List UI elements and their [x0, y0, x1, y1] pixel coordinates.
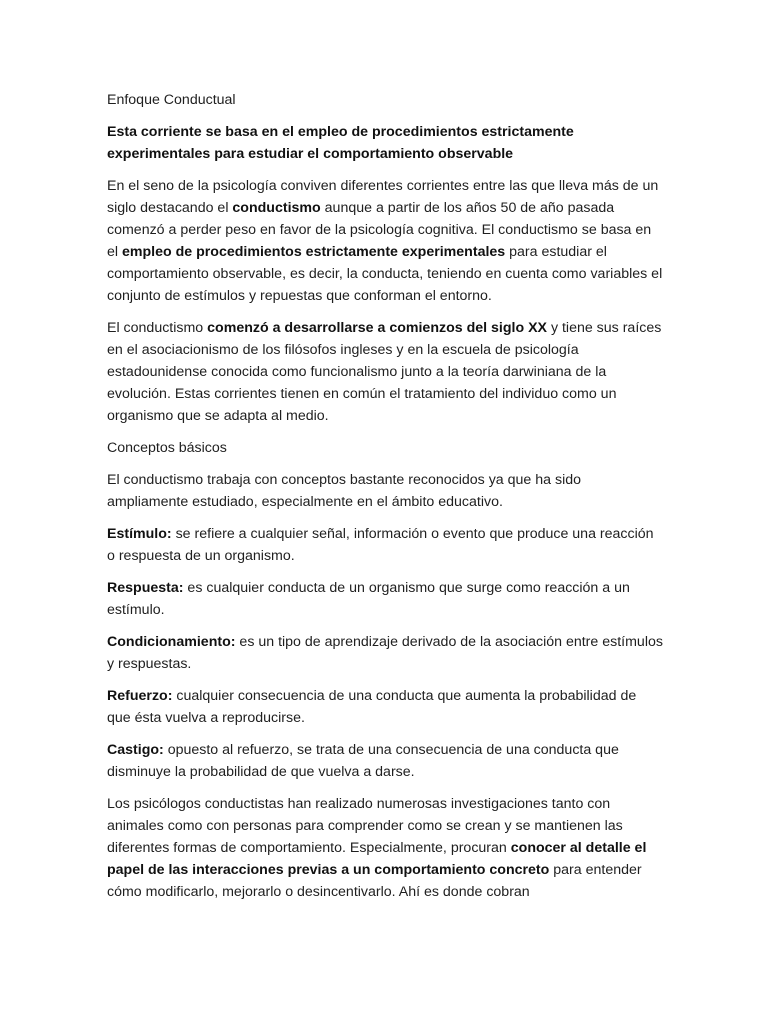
p4-bold-1: conocer al detalle el papel de las interacciones previas a un comportamiento concreto [107, 840, 647, 878]
p1-text-c: aunque a partir de los años 50 de año pasada comenzó a perder peso en favor de la psicología cognitiva. El conductismo se basa en el [107, 200, 652, 260]
term-definition: es un tipo de aprendizaje derivado de la asociación entre estímulos y respuestas. [107, 634, 663, 672]
term-condicionamiento [107, 631, 663, 675]
p1-text-d: para estudiar el comportamiento observable, es decir, la conducta, teniendo en cuenta como variables el conjunto de estímulos y repuestas que conforman el entorno. [107, 244, 663, 304]
document-page [107, 89, 663, 913]
term-definition: opuesto al refuerzo, se trata de una consecuencia de una conducta que disminuye la probabilidad de que vuelva a darse. [107, 742, 619, 780]
p1-bold-2: empleo de procedimientos estrictamente experimentales [121, 244, 506, 260]
term-label: Condicionamiento: [107, 634, 236, 650]
term-castigo [107, 739, 663, 783]
term-label: Castigo: [107, 742, 164, 758]
term-definition: se refiere a cualquier señal, información o evento que produce una reacción o respuesta de un organismo. [107, 526, 654, 564]
p2-text-a: El conductismo [107, 320, 208, 336]
paragraph-concepts: El conductismo trabaja con conceptos bastante reconocidos ya que ha sido ampliamente estudiado, especialmente en el ámbito educativo. [107, 472, 581, 510]
p2-bold-1: comenzó a desarrollarse a comienzos del siglo XX [207, 320, 547, 336]
term-estimulo [107, 523, 663, 567]
paragraph-origins [107, 317, 663, 427]
p1-bold-1: conductismo [232, 200, 321, 216]
document-title: Enfoque Conductual [107, 92, 236, 108]
p4-text-a: Los psicólogos conductistas han realizado numerosas investigaciones tanto con animales como con personas para comprender como se crean y se mantienen las diferentes formas de comportamiento. Especialmente, procuran [107, 796, 623, 856]
term-label: Respuesta: [107, 580, 184, 596]
lead-bold-text: Esta corriente se basa en el empleo de procedimientos estrictamente experimentales para estudiar el comportamiento observable [107, 124, 574, 162]
term-label: Refuerzo: [107, 688, 173, 704]
paragraph-research [107, 793, 663, 903]
term-refuerzo [107, 685, 663, 729]
term-definition: cualquier consecuencia de una conducta que aumenta la probabilidad de que ésta vuelva a reproducirse. [107, 688, 637, 726]
p2-text-c: y tiene sus raíces en el asociacionismo de los filósofos ingleses y en la escuela de psicología estadounidense conocida como funcionalismo junto a la teoría darwiniana de la evolución. Estas corrientes tienen en común el tratamiento del individuo como un organismo que se adapta al medio. [107, 320, 662, 424]
term-respuesta [107, 577, 663, 621]
section-subtitle: Conceptos básicos [107, 440, 227, 456]
lead-paragraph [107, 121, 663, 165]
paragraph-intro [107, 175, 663, 307]
p4-text-c: para entender cómo modificarlo, mejorarlo o desincentivarlo. Ahí es donde cobran [107, 862, 642, 900]
p1-text-a: En el seno de la psicología conviven diferentes corrientes entre las que lleva más de un siglo destacando el [107, 178, 659, 216]
term-label: Estímulo: [107, 526, 172, 542]
term-definition: es cualquier conducta de un organismo que surge como reacción a un estímulo. [107, 580, 630, 618]
